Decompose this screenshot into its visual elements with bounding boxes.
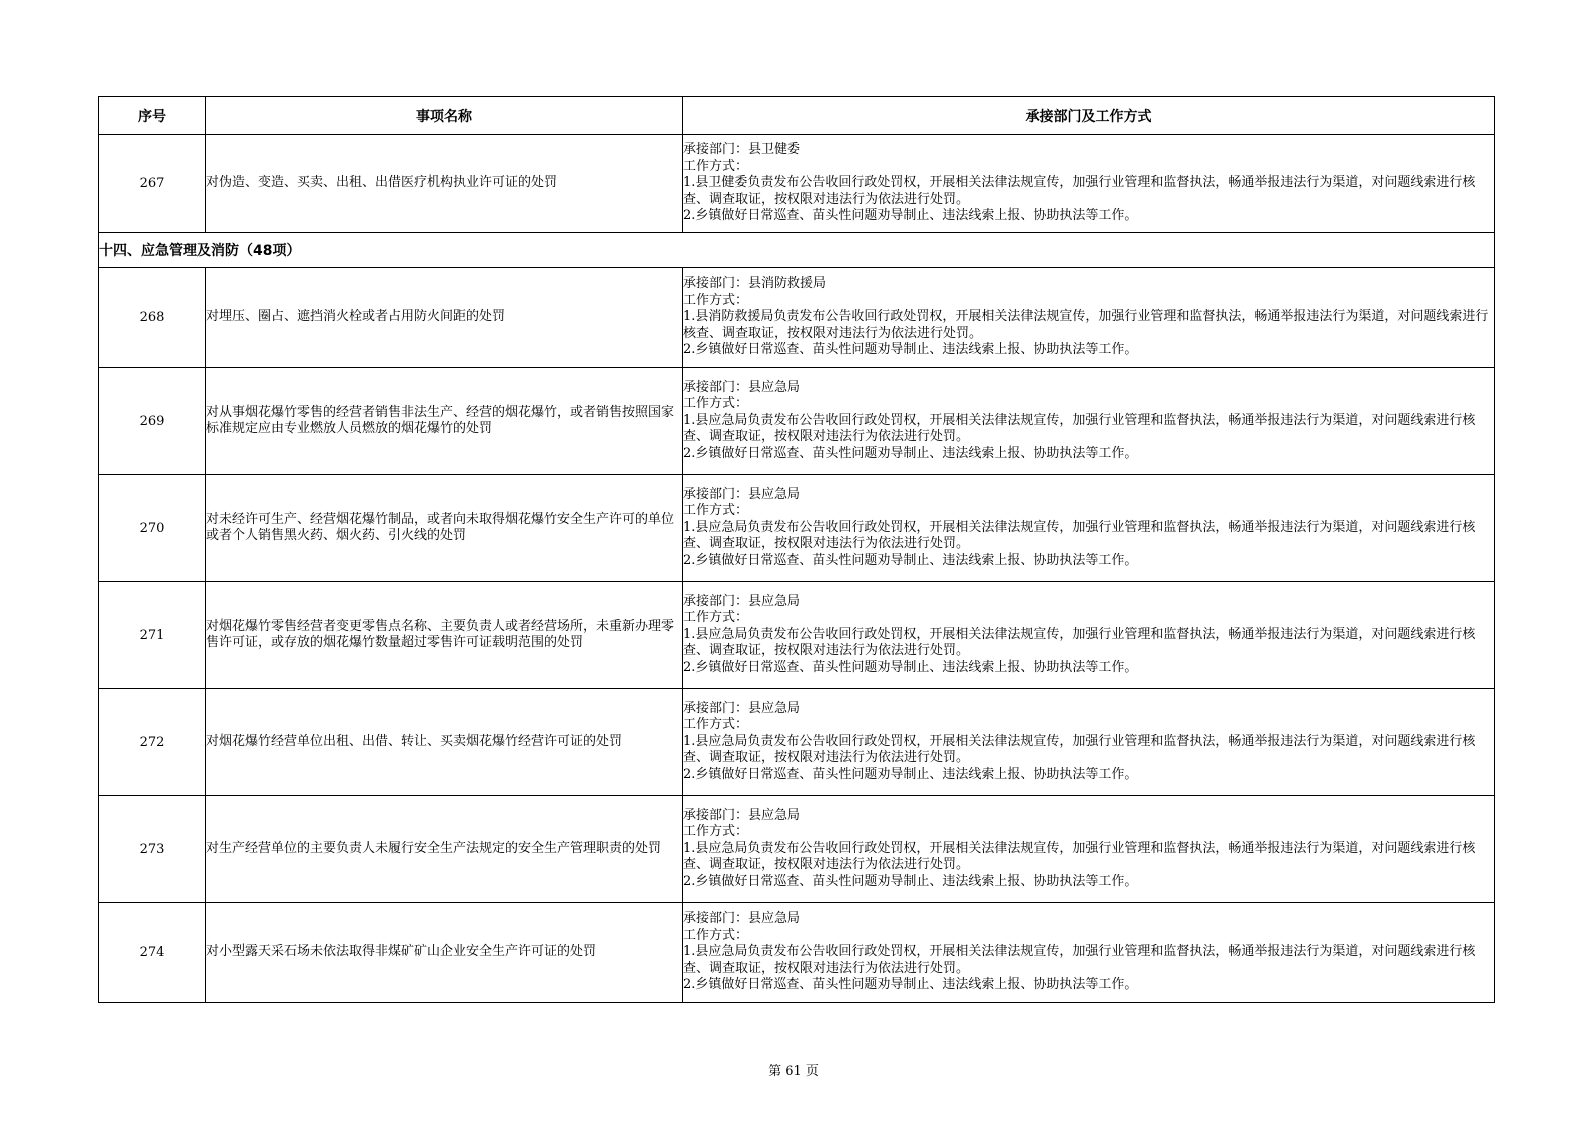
row-name: 对生产经营单位的主要负责人未履行安全生产法规定的安全生产管理职责的处罚 xyxy=(206,796,683,903)
dept-label: 承接部门：县应急局 xyxy=(683,593,801,609)
method-item-1: 1.县应急局负责发布公告收回行政处罚权，开展相关法律法规宣传，加强行业管理和监督执法，畅通举报违法行为渠道，对问题线索进行核查、调查取证，按权限对违法行为依法进行处罚。 xyxy=(683,626,1476,659)
dept-label: 承接部门：县消防救援局 xyxy=(683,276,827,292)
table-row xyxy=(99,796,1495,903)
method-item-2: 2.乡镇做好日常巡查、苗头性问题劝导制止、违法线索上报、协助执法等工作。 xyxy=(683,552,1138,568)
method-label: 工作方式： xyxy=(683,503,749,519)
header-dept: 承接部门及工作方式 xyxy=(683,97,1495,135)
method-item-1: 1.县应急局负责发布公告收回行政处罚权，开展相关法律法规宣传，加强行业管理和监督执法，畅通举报违法行为渠道，对问题线索进行核查、调查取证，按权限对违法行为依法进行处罚。 xyxy=(683,840,1476,873)
row-dept xyxy=(683,689,1495,796)
method-item-2: 2.乡镇做好日常巡查、苗头性问题劝导制止、违法线索上报、协助执法等工作。 xyxy=(683,659,1138,675)
table-row xyxy=(99,368,1495,475)
dept-label: 承接部门：县应急局 xyxy=(683,700,801,716)
section-title: 十四、应急管理及消防（48项） xyxy=(99,233,1495,268)
method-item-2: 2.乡镇做好日常巡查、苗头性问题劝导制止、违法线索上报、协助执法等工作。 xyxy=(683,977,1138,993)
row-dept xyxy=(683,135,1495,233)
header-name: 事项名称 xyxy=(206,97,683,135)
matters-table xyxy=(98,96,1495,1003)
method-label: 工作方式： xyxy=(683,824,749,840)
method-label: 工作方式： xyxy=(683,927,749,943)
table-row xyxy=(99,475,1495,582)
method-item-1: 1.县应急局负责发布公告收回行政处罚权，开展相关法律法规宣传，加强行业管理和监督执法，畅通举报违法行为渠道，对问题线索进行核查、调查取证，按权限对违法行为依法进行处罚。 xyxy=(683,412,1476,445)
page-number: 第 61 页 xyxy=(768,1064,819,1079)
method-item-1: 1.县消防救援局负责发布公告收回行政处罚权，开展相关法律法规宣传，加强行业管理和监督执法，畅通举报违法行为渠道，对问题线索进行核查、调查取证，按权限对违法行为依法进行处罚。 xyxy=(683,309,1489,341)
section-row xyxy=(99,233,1495,268)
row-dept xyxy=(683,268,1495,368)
method-label: 工作方式： xyxy=(683,717,749,733)
row-seq: 270 xyxy=(99,475,206,582)
method-item-1: 1.县应急局负责发布公告收回行政处罚权，开展相关法律法规宣传，加强行业管理和监督执法，畅通举报违法行为渠道，对问题线索进行核查、调查取证，按权限对违法行为依法进行处罚。 xyxy=(683,519,1476,552)
row-name: 对伪造、变造、买卖、出租、出借医疗机构执业许可证的处罚 xyxy=(206,135,683,233)
method-item-1: 1.县卫健委负责发布公告收回行政处罚权，开展相关法律法规宣传，加强行业管理和监督执法，畅通举报违法行为渠道，对问题线索进行核查、调查取证，按权限对违法行为依法进行处罚。 xyxy=(683,175,1476,207)
row-name: 对小型露天采石场未依法取得非煤矿矿山企业安全生产许可证的处罚 xyxy=(206,903,683,1003)
table-row xyxy=(99,268,1495,368)
method-item-1: 1.县应急局负责发布公告收回行政处罚权，开展相关法律法规宣传，加强行业管理和监督执法，畅通举报违法行为渠道，对问题线索进行核查、调查取证，按权限对违法行为依法进行处罚。 xyxy=(683,733,1476,766)
table-row xyxy=(99,903,1495,1003)
method-label: 工作方式： xyxy=(683,292,749,308)
header-seq: 序号 xyxy=(99,97,206,135)
method-item-2: 2.乡镇做好日常巡查、苗头性问题劝导制止、违法线索上报、协助执法等工作。 xyxy=(683,342,1138,358)
table-row xyxy=(99,582,1495,689)
row-name: 对从事烟花爆竹零售的经营者销售非法生产、经营的烟花爆竹，或者销售按照国家标准规定应由专业燃放人员燃放的烟花爆竹的处罚 xyxy=(206,368,683,475)
row-seq: 272 xyxy=(99,689,206,796)
row-name: 对未经许可生产、经营烟花爆竹制品，或者向未取得烟花爆竹安全生产许可的单位或者个人销售黑火药、烟火药、引火线的处罚 xyxy=(206,475,683,582)
row-seq: 268 xyxy=(99,268,206,368)
header-row xyxy=(99,97,1495,135)
dept-label: 承接部门：县应急局 xyxy=(683,486,801,502)
row-seq: 267 xyxy=(99,135,206,233)
row-name: 对埋压、圈占、遮挡消火栓或者占用防火间距的处罚 xyxy=(206,268,683,368)
table-row xyxy=(99,135,1495,233)
row-dept xyxy=(683,582,1495,689)
row-seq: 271 xyxy=(99,582,206,689)
row-seq: 274 xyxy=(99,903,206,1003)
dept-label: 承接部门：县应急局 xyxy=(683,911,801,927)
row-name: 对烟花爆竹经营单位出租、出借、转让、买卖烟花爆竹经营许可证的处罚 xyxy=(206,689,683,796)
row-seq: 273 xyxy=(99,796,206,903)
method-label: 工作方式： xyxy=(683,396,749,412)
row-name: 对烟花爆竹零售经营者变更零售点名称、主要负责人或者经营场所，未重新办理零售许可证，或存放的烟花爆竹数量超过零售许可证载明范围的处罚 xyxy=(206,582,683,689)
table-row xyxy=(99,689,1495,796)
dept-label: 承接部门：县应急局 xyxy=(683,379,801,395)
method-item-2: 2.乡镇做好日常巡查、苗头性问题劝导制止、违法线索上报、协助执法等工作。 xyxy=(683,873,1138,889)
method-item-1: 1.县应急局负责发布公告收回行政处罚权，开展相关法律法规宣传，加强行业管理和监督执法，畅通举报违法行为渠道，对问题线索进行核查、调查取证，按权限对违法行为依法进行处罚。 xyxy=(683,944,1476,976)
method-label: 工作方式： xyxy=(683,610,749,626)
method-label: 工作方式： xyxy=(683,158,749,174)
row-dept xyxy=(683,903,1495,1003)
row-dept xyxy=(683,796,1495,903)
method-item-2: 2.乡镇做好日常巡查、苗头性问题劝导制止、违法线索上报、协助执法等工作。 xyxy=(683,208,1138,224)
dept-label: 承接部门：县应急局 xyxy=(683,807,801,823)
row-dept xyxy=(683,475,1495,582)
row-seq: 269 xyxy=(99,368,206,475)
method-item-2: 2.乡镇做好日常巡查、苗头性问题劝导制止、违法线索上报、协助执法等工作。 xyxy=(683,445,1138,461)
dept-label: 承接部门：县卫健委 xyxy=(683,142,801,158)
method-item-2: 2.乡镇做好日常巡查、苗头性问题劝导制止、违法线索上报、协助执法等工作。 xyxy=(683,766,1138,782)
row-dept xyxy=(683,368,1495,475)
